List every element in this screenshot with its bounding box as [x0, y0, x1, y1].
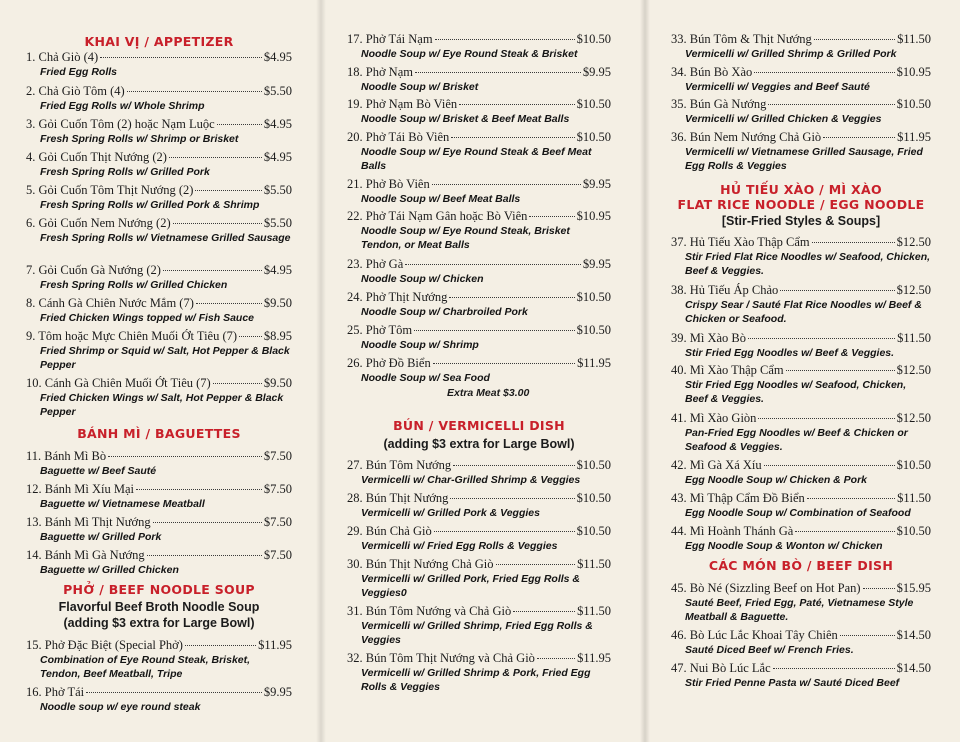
menu-item-price: $10.50 — [576, 458, 611, 472]
menu-item — [671, 363, 931, 406]
menu-item — [671, 65, 931, 94]
dot-leader — [795, 531, 894, 532]
menu-item-price: $10.50 — [576, 524, 611, 538]
menu-item — [671, 283, 931, 326]
menu-item-name: 46. Bò Lúc Lắc Khoai Tây Chiên — [671, 628, 838, 642]
menu-item — [347, 491, 611, 520]
menu-item — [26, 638, 292, 681]
section-title-baguettes: BÁNH MÌ / BAGUETTES — [77, 426, 241, 441]
fold-crease-left — [316, 0, 326, 742]
menu-item-line — [347, 604, 611, 619]
menu-item-description: Vermicelli w/ Grilled Shrimp & Grilled Pork — [685, 48, 897, 60]
dot-leader — [812, 242, 895, 243]
menu-item-price: $8.95 — [263, 329, 292, 343]
dot-leader — [513, 611, 575, 612]
section-title-pho: PHỞ / BEEF NOODLE SOUP — [63, 582, 255, 597]
menu-item — [347, 458, 611, 487]
dot-leader — [780, 290, 894, 291]
menu-item-line — [671, 524, 931, 539]
menu-item — [26, 376, 292, 419]
menu-item — [671, 32, 931, 61]
menu-item-description: Crispy Sear / Sauté Flat Rice Noodles w/ Beef & Chicken or Seafood. — [685, 299, 922, 325]
menu-item-description: Vermicelli w/ Grilled Chicken & Veggies — [685, 113, 882, 125]
section-title-flat-rice-noodle: FLAT RICE NOODLE / EGG NOODLE — [677, 197, 925, 212]
menu-item-line — [26, 296, 292, 311]
menu-item-price: $10.50 — [576, 130, 611, 144]
menu-item-name: 6. Gỏi Cuốn Nem Nướng (2) — [26, 216, 171, 230]
dot-leader — [108, 456, 262, 457]
menu-item-line — [26, 50, 292, 65]
menu-item-name: 45. Bò Né (Sizzling Beef on Hot Pan) — [671, 581, 861, 595]
menu-item — [671, 235, 931, 278]
dot-leader — [434, 531, 575, 532]
menu-item-name: 28. Bún Thịt Nướng — [347, 491, 449, 505]
menu-item-line — [671, 32, 931, 47]
menu-item-price: $12.50 — [896, 235, 931, 249]
menu-item-name: 20. Phở Tái Bò Viên — [347, 130, 450, 144]
menu-item-price: $7.50 — [263, 548, 292, 562]
menu-item-name: 19. Phở Nạm Bò Viên — [347, 97, 458, 111]
menu-item-price: $9.95 — [582, 65, 611, 79]
dot-leader — [748, 338, 895, 339]
menu-item — [671, 628, 931, 657]
menu-item-price: $10.95 — [576, 209, 611, 223]
menu-item-name: 47. Nui Bò Lúc Lắc — [671, 661, 771, 675]
menu-item-description: Noodle Soup w/ Charbroiled Pork — [361, 306, 528, 318]
menu-item-line — [347, 130, 611, 145]
dot-leader — [169, 157, 262, 158]
menu-item-name: 9. Tôm hoặc Mực Chiên Muối Ớt Tiêu (7) — [26, 329, 238, 343]
menu-item-price: $9.95 — [263, 685, 292, 699]
menu-item-description: Sauté Diced Beef w/ French Fries. — [685, 644, 854, 656]
dot-leader — [773, 668, 895, 669]
menu-item-line — [671, 130, 931, 145]
menu-item-description: Noodle Soup w/ Eye Round Steak & Beef Meat Balls — [361, 146, 592, 172]
menu-item-price: $11.50 — [577, 557, 611, 571]
menu-item-price: $4.95 — [263, 150, 292, 164]
menu-item-name: 16. Phở Tái — [26, 685, 85, 699]
dot-leader — [86, 692, 262, 693]
dot-leader — [414, 330, 575, 331]
menu-item-description: Fried Shrimp or Squid w/ Salt, Hot Pepper & Black Pepper — [40, 345, 290, 371]
menu-item-description: Noodle Soup w/ Beef Meat Balls — [361, 193, 521, 205]
menu-item-price: $4.95 — [263, 50, 292, 64]
menu-item — [671, 130, 931, 173]
menu-item — [26, 515, 292, 544]
menu-item — [671, 661, 931, 690]
menu-item-price: $10.50 — [896, 97, 931, 111]
menu-item-name: 37. Hủ Tiếu Xào Thập Cẩm — [671, 235, 810, 249]
menu-item-line — [26, 150, 292, 165]
dot-leader — [136, 489, 262, 490]
menu-item-line — [347, 524, 611, 539]
menu-item — [26, 449, 292, 478]
menu-item — [347, 524, 611, 553]
menu-item-description: Sauté Beef, Fried Egg, Paté, Vietnamese Style Meatball & Baguette. — [685, 597, 914, 623]
menu-item-description: Noodle Soup w/ Brisket & Beef Meat Balls — [361, 113, 570, 125]
menu-item-description: Baguette w/ Grilled Pork — [40, 531, 162, 543]
menu-item-name: 36. Bún Nem Nướng Chả Giò — [671, 130, 822, 144]
menu-item-price: $15.95 — [896, 581, 931, 595]
menu-item-description: Vermicelli w/ Grilled Shrimp & Pork, Fried Egg Rolls & Veggies — [361, 667, 591, 693]
menu-item-line — [347, 557, 611, 572]
menu-item-name: 18. Phở Nạm — [347, 65, 413, 79]
menu-item-name: 39. Mì Xào Bò — [671, 331, 746, 345]
menu-item-price: $10.50 — [576, 32, 611, 46]
menu-item-price: $11.95 — [897, 130, 931, 144]
menu-item-price: $11.95 — [258, 638, 292, 652]
dot-leader — [823, 137, 895, 138]
menu-item-line — [671, 97, 931, 112]
dot-leader — [840, 635, 895, 636]
menu-item-price: $14.50 — [896, 628, 931, 642]
dot-leader — [239, 336, 262, 337]
menu-item-name: 33. Bún Tôm & Thịt Nướng — [671, 32, 812, 46]
dot-leader — [786, 370, 895, 371]
menu-item-price: $9.95 — [582, 257, 611, 271]
menu-item-description: Vermicelli w/ Veggies and Beef Sauté — [685, 81, 870, 93]
menu-item-price: $11.50 — [897, 491, 931, 505]
menu-item-line — [347, 458, 611, 473]
dot-leader — [100, 57, 262, 58]
menu-item — [671, 524, 931, 553]
menu-item-line — [26, 685, 292, 700]
menu-item-name: 27. Bún Tôm Nướng — [347, 458, 452, 472]
menu-item-description: Combination of Eye Round Steak, Brisket, Tendon, Beef Meatball, Tripe — [40, 654, 251, 680]
menu-item-description: Noodle Soup w/ Brisket — [361, 81, 479, 93]
menu-item — [671, 458, 931, 487]
menu-item-line — [347, 32, 611, 47]
menu-item-line — [26, 449, 292, 464]
menu-item-price: $5.50 — [263, 183, 292, 197]
dot-leader — [453, 465, 574, 466]
dot-leader — [814, 39, 895, 40]
menu-item-description: Noodle Soup w/ Chicken — [361, 273, 484, 285]
dot-leader — [173, 223, 262, 224]
menu-item — [347, 32, 611, 61]
menu-item-line — [347, 323, 611, 338]
menu-item — [671, 581, 931, 624]
menu-item — [347, 257, 611, 286]
menu-item-price: $11.95 — [577, 356, 611, 370]
dot-leader — [153, 522, 262, 523]
menu-item-price: $11.50 — [897, 331, 931, 345]
menu-item-name: 1. Chả Giò (4) — [26, 50, 99, 64]
menu-item-description: Fresh Spring Rolls w/ Grilled Chicken — [40, 279, 228, 291]
menu-item-name: 43. Mì Thập Cẩm Đồ Biển — [671, 491, 805, 505]
menu-item — [26, 263, 292, 292]
menu-item-line — [671, 581, 931, 596]
menu-item-description: Baguette w/ Grilled Chicken — [40, 564, 179, 576]
menu-item — [347, 65, 611, 94]
menu-item-line — [26, 548, 292, 563]
menu-item-line — [671, 65, 931, 80]
menu-item-description: Vermicelli w/ Vietnamese Grilled Sausage, Fried Egg Rolls & Veggies — [685, 146, 923, 172]
menu-item-description: Stir Fried Egg Noodles w/ Seafood, Chicken, Beef & Veggies. — [685, 379, 907, 405]
menu-item-description: Stir Fried Egg Noodles w/ Beef & Veggies. — [685, 347, 895, 359]
dot-leader — [754, 72, 894, 73]
menu-item-price: $5.50 — [263, 216, 292, 230]
menu-item — [26, 296, 292, 325]
menu-item-name: 10. Cánh Gà Chiên Muối Ớt Tiêu (7) — [26, 376, 211, 390]
menu-item-name: 21. Phở Bò Viên — [347, 177, 430, 191]
dot-leader — [213, 383, 262, 384]
menu-item — [26, 685, 292, 714]
menu-item — [26, 548, 292, 577]
menu-item-name: 35. Bún Gà Nướng — [671, 97, 767, 111]
menu-item — [26, 216, 292, 245]
menu-item-line — [26, 515, 292, 530]
menu-item-name: 34. Bún Bò Xào — [671, 65, 753, 79]
menu-item — [347, 557, 611, 600]
menu-item-line — [671, 411, 931, 426]
menu-item-line — [347, 177, 611, 192]
menu-item-name: 31. Bún Tôm Nướng và Chả Giò — [347, 604, 512, 618]
menu-item-description: Vermicelli w/ Grilled Shrimp, Fried Egg Rolls & Veggies — [361, 620, 593, 646]
menu-item-price: $7.50 — [263, 482, 292, 496]
menu-item-price: $12.50 — [896, 283, 931, 297]
menu-item-line — [26, 376, 292, 391]
dot-leader — [185, 645, 256, 646]
menu-item-price: $10.50 — [576, 323, 611, 337]
menu-item-price: $10.50 — [576, 97, 611, 111]
menu-item — [347, 604, 611, 647]
menu-item — [671, 331, 931, 360]
menu-item-description: Fresh Spring Rolls w/ Vietnamese Grilled Sausage — [40, 232, 291, 244]
menu-item-price: $4.95 — [263, 117, 292, 131]
dot-leader — [496, 564, 576, 565]
dot-leader — [415, 72, 581, 73]
menu-item-description: Baguette w/ Beef Sauté — [40, 465, 157, 477]
menu-item-price: $9.50 — [263, 296, 292, 310]
menu-item-price: $4.95 — [263, 263, 292, 277]
menu-item-price: $11.95 — [577, 651, 611, 665]
menu-item-name: 2. Chả Giò Tôm (4) — [26, 84, 125, 98]
menu-item-line — [347, 290, 611, 305]
menu-item — [347, 356, 611, 385]
menu-item-description: Fresh Spring Rolls w/ Shrimp or Brisket — [40, 133, 239, 145]
menu-item-line — [671, 331, 931, 346]
menu-item-line — [347, 651, 611, 666]
menu-item-price: $10.50 — [576, 491, 611, 505]
dot-leader — [807, 498, 895, 499]
menu-item-description: Noodle Soup w/ Eye Round Steak, Brisket Tendon, or Meat Balls — [361, 225, 570, 251]
menu-item-name: 30. Bún Thịt Nướng Chả Giò — [347, 557, 494, 571]
bun-large-bowl-note: (adding $3 extra for Large Bowl) — [383, 437, 575, 451]
menu-item — [26, 117, 292, 146]
menu-item-name: 29. Bún Chả Giò — [347, 524, 432, 538]
dot-leader — [435, 39, 575, 40]
menu-item-name: 8. Cánh Gà Chiên Nước Mắm (7) — [26, 296, 194, 310]
menu-item-line — [671, 661, 931, 676]
section-title-beef: CÁC MÓN BÒ / BEEF DISH — [708, 558, 894, 573]
menu-item-price: $10.50 — [576, 290, 611, 304]
menu-item-description: Egg Noodle Soup w/ Combination of Seafood — [685, 507, 911, 519]
menu-item-line — [347, 209, 611, 224]
dot-leader — [196, 303, 262, 304]
menu-item-line — [671, 363, 931, 378]
menu-item-price: $11.50 — [897, 32, 931, 46]
menu-item — [347, 290, 611, 319]
menu-item-price: $9.50 — [263, 376, 292, 390]
menu-item-name: 26. Phở Đồ Biển — [347, 356, 431, 370]
menu-item-description: Baguette w/ Vietnamese Meatball — [40, 498, 205, 510]
menu-item-name: 25. Phở Tôm — [347, 323, 413, 337]
dot-leader — [459, 104, 574, 105]
menu-item-line — [26, 638, 292, 653]
menu-item-price: $10.95 — [896, 65, 931, 79]
menu-item-price: $14.50 — [896, 661, 931, 675]
menu-item — [347, 209, 611, 252]
menu-item-line — [347, 257, 611, 272]
pho-large-bowl-note: (adding $3 extra for Large Bowl) — [63, 616, 255, 630]
menu-item-line — [347, 356, 611, 371]
menu-item-name: 22. Phở Tái Nạm Gân hoặc Bò Viên — [347, 209, 528, 223]
dot-leader — [529, 216, 574, 217]
menu-item-price: $10.50 — [896, 458, 931, 472]
dot-leader — [127, 91, 262, 92]
section-title-bun: BÚN / VERMICELLI DISH — [393, 418, 565, 433]
menu-item — [347, 130, 611, 173]
dot-leader — [163, 270, 262, 271]
menu-item-description: Egg Noodle Soup & Wonton w/ Chicken — [685, 540, 883, 552]
menu-item-line — [347, 65, 611, 80]
menu-item-name: 44. Mì Hoành Thánh Gà — [671, 524, 794, 538]
menu-item-name: 41. Mì Xào Giòn — [671, 411, 757, 425]
menu-item — [347, 323, 611, 352]
menu-item — [671, 491, 931, 520]
dot-leader — [449, 297, 574, 298]
menu-item-name: 7. Gỏi Cuốn Gà Nướng (2) — [26, 263, 161, 277]
menu-item-line — [671, 491, 931, 506]
menu-item-line — [26, 263, 292, 278]
menu-item-line — [26, 117, 292, 132]
menu-item — [26, 329, 292, 372]
menu-item-line — [26, 482, 292, 497]
fold-crease-right — [640, 0, 650, 742]
menu-item — [26, 150, 292, 179]
menu-item — [26, 482, 292, 511]
menu-item-line — [671, 458, 931, 473]
menu-item-price: $7.50 — [263, 515, 292, 529]
dot-leader — [432, 184, 581, 185]
menu-item-line — [347, 97, 611, 112]
dot-leader — [537, 658, 575, 659]
menu-item-name: 17. Phở Tái Nạm — [347, 32, 433, 46]
menu-item-name: 15. Phở Đặc Biệt (Special Phở) — [26, 638, 183, 652]
menu-item-description: Pan-Fried Egg Noodles w/ Beef & Chicken or Seafood & Veggies. — [685, 427, 908, 453]
dot-leader — [768, 104, 894, 105]
menu-item-description: Egg Noodle Soup w/ Chicken & Pork — [685, 474, 868, 486]
menu-item — [26, 183, 292, 212]
menu-item-line — [347, 491, 611, 506]
menu-item-name: 4. Gỏi Cuốn Thịt Nướng (2) — [26, 150, 167, 164]
menu-item-name: 38. Hủ Tiếu Áp Chảo — [671, 283, 779, 297]
dot-leader — [764, 465, 895, 466]
menu-item-description: Stir Fried Penne Pasta w/ Sauté Diced Beef — [685, 677, 900, 689]
menu-item-name: 5. Gỏi Cuốn Tôm Thịt Nướng (2) — [26, 183, 194, 197]
dot-leader — [433, 363, 575, 364]
menu-item-name: 14. Bánh Mì Gà Nướng — [26, 548, 145, 562]
menu-item-description: Noodle Soup w/ Sea Food — [361, 372, 490, 384]
menu-item-description: Fried Chicken Wings w/ Salt, Hot Pepper & Black Pepper — [40, 392, 284, 418]
menu-item — [671, 97, 931, 126]
dot-leader — [217, 124, 262, 125]
stir-fried-subtitle: [Stir-Fried Styles & Soups] — [721, 214, 881, 228]
menu-item-name: 23. Phở Gà — [347, 257, 404, 271]
menu-item-description: Noodle Soup w/ Shrimp — [361, 339, 479, 351]
menu-item — [671, 411, 931, 454]
menu-item-description: Vermicelli w/ Fried Egg Rolls & Veggies — [361, 540, 558, 552]
dot-leader — [863, 588, 895, 589]
menu-item-name: 32. Bún Tôm Thịt Nướng và Chả Giò — [347, 651, 535, 665]
menu-item-price: $9.95 — [582, 177, 611, 191]
menu-item-price: $5.50 — [263, 84, 292, 98]
menu-item-description: Stir Fried Flat Rice Noodles w/ Seafood, Chicken, Beef & Veggies. — [685, 251, 931, 277]
menu-item-price: $7.50 — [263, 449, 292, 463]
menu-item-line — [26, 329, 292, 344]
menu-item-name: 11. Bánh Mì Bò — [26, 449, 107, 463]
menu-item-description: Noodle Soup w/ Eye Round Steak & Brisket — [361, 48, 578, 60]
menu-item-description: Fresh Spring Rolls w/ Grilled Pork — [40, 166, 210, 178]
dot-leader — [450, 498, 574, 499]
extra-meat-note: Extra Meat $3.00 — [447, 387, 530, 399]
menu-item — [347, 97, 611, 126]
section-title-hu-tieu: HỦ TIẾU XÀO / MÌ XÀO — [720, 182, 882, 197]
menu-item-description: Vermicelli w/ Grilled Pork & Veggies — [361, 507, 540, 519]
menu-item-name: 13. Bánh Mì Thịt Nướng — [26, 515, 151, 529]
section-title-appetizer: KHAI VỊ / APPETIZER — [84, 34, 234, 49]
dot-leader — [405, 264, 581, 265]
menu-item — [347, 651, 611, 694]
menu-item-description: Fried Egg Rolls — [40, 66, 118, 78]
menu-item-description: Fried Chicken Wings topped w/ Fish Sauce — [40, 312, 255, 324]
menu-item — [26, 50, 292, 79]
menu-item-price: $12.50 — [896, 411, 931, 425]
menu-item-price: $12.50 — [896, 363, 931, 377]
menu-item-line — [26, 84, 292, 99]
menu-item-description: Vermicelli w/ Char-Grilled Shrimp & Veggies — [361, 474, 581, 486]
menu-item-description: Fresh Spring Rolls w/ Grilled Pork & Shrimp — [40, 199, 260, 211]
menu-item — [26, 84, 292, 113]
menu-item-line — [671, 235, 931, 250]
dot-leader — [195, 190, 261, 191]
menu-item-line — [671, 628, 931, 643]
menu-item-price: $10.50 — [896, 524, 931, 538]
menu-item-line — [26, 183, 292, 198]
menu-item-line — [671, 283, 931, 298]
dot-leader — [451, 137, 574, 138]
menu-item-name: 3. Gỏi Cuốn Tôm (2) hoặc Nạm Luộc — [26, 117, 215, 131]
menu-item-description: Vermicelli w/ Grilled Pork, Fried Egg Rolls & Veggies0 — [361, 573, 581, 599]
dot-leader — [758, 418, 894, 419]
menu-item-name: 42. Mì Gà Xá Xíu — [671, 458, 762, 472]
menu-item-name: 24. Phở Thịt Nướng — [347, 290, 448, 304]
menu-item-name: 40. Mì Xào Thập Cẩm — [671, 363, 784, 377]
menu-item-line — [26, 216, 292, 231]
pho-subtitle: Flavorful Beef Broth Noodle Soup — [58, 600, 260, 614]
menu-item-name: 12. Bánh Mì Xíu Mại — [26, 482, 134, 496]
menu-item-description: Fried Egg Rolls w/ Whole Shrimp — [40, 100, 205, 112]
menu-item-price: $11.50 — [577, 604, 611, 618]
menu-item-description: Noodle soup w/ eye round steak — [40, 701, 201, 713]
dot-leader — [147, 555, 262, 556]
menu-item — [347, 177, 611, 206]
